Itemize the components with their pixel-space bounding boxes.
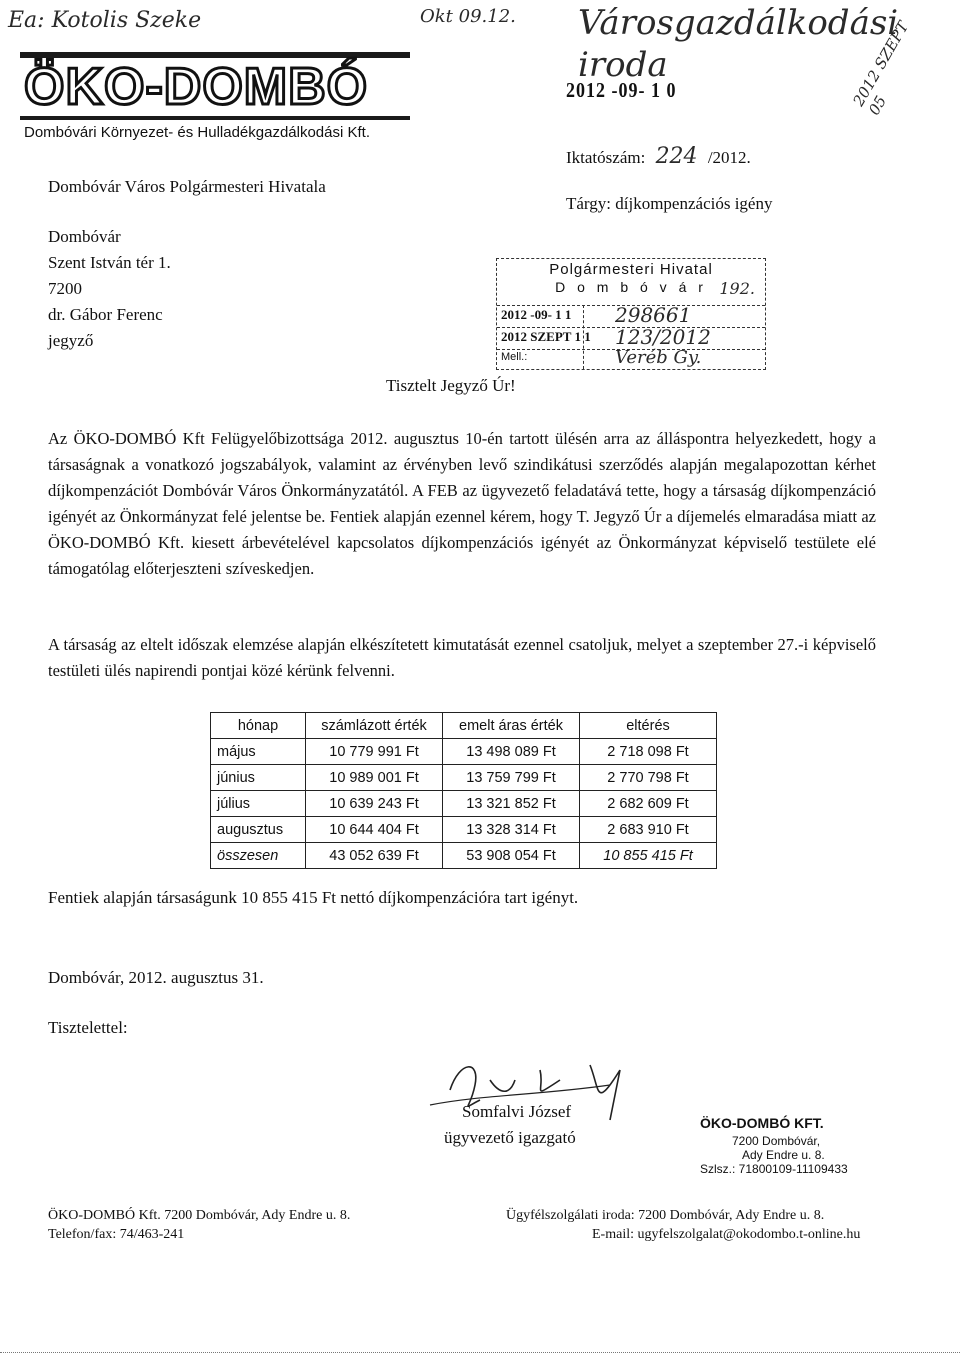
footer-phone: Telefon/fax: 74/463-241 xyxy=(48,1227,185,1242)
company-stamp-account: Szlsz.: 71800109-11109433 xyxy=(700,1162,848,1176)
handwritten-note-top-right: Városgazdálkodási iroda xyxy=(578,3,899,85)
recipient-street: Szent István tér 1. xyxy=(48,253,171,272)
recipient-zip: 7200 xyxy=(48,279,82,298)
company-stamp-city: 7200 Dombóvár, xyxy=(732,1134,821,1148)
table-cell: 2 683 910 Ft xyxy=(580,817,717,843)
footer-service-office: Ügyfélszolgálati iroda: 7200 Dombóvár, Ady Endre u. 8. xyxy=(506,1208,825,1223)
table-cell: 2 718 098 Ft xyxy=(580,739,717,765)
stamp-office: Polgármesteri Hivatal xyxy=(549,261,713,278)
stamp-city: D o m b ó v á r xyxy=(555,279,707,295)
subject-line: Tárgy: díjkompenzációs igény xyxy=(566,194,773,213)
company-logo: ÖKO-DOMBÓ xyxy=(24,58,369,116)
table-header: emelt áras érték xyxy=(443,713,580,739)
place-date: Dombóvár, 2012. augusztus 31. xyxy=(48,968,264,987)
table-cell: 10 855 415 Ft xyxy=(580,843,717,869)
stamp-reg-number: 298661 xyxy=(615,303,692,327)
table-cell: 13 498 089 Ft xyxy=(443,739,580,765)
stamp-date-1: 2012 -09- 1 1 xyxy=(501,307,572,322)
table-cell: 53 908 054 Ft xyxy=(443,843,580,869)
table-header: hónap xyxy=(211,713,306,739)
table-cell-month: május xyxy=(211,739,306,765)
table-cell: 13 321 852 Ft xyxy=(443,791,580,817)
scan-edge-line xyxy=(0,1352,960,1353)
table-row xyxy=(211,817,717,843)
table-cell: 2 770 798 Ft xyxy=(580,765,717,791)
table-cell: 13 328 314 Ft xyxy=(443,817,580,843)
recipient-city: Dombóvár xyxy=(48,227,121,246)
table-cell: 10 989 001 Ft xyxy=(306,765,443,791)
recipient-person: dr. Gábor Ferenc xyxy=(48,305,163,324)
compensation-table xyxy=(210,712,717,869)
table-cell: 10 779 991 Ft xyxy=(306,739,443,765)
company-subtitle: Dombóvári Környezet- és Hulladékgazdálkodási Kft. xyxy=(24,124,371,141)
table-cell: 43 052 639 Ft xyxy=(306,843,443,869)
company-stamp-name: ÖKO-DOMBÓ KFT. xyxy=(700,1115,824,1131)
table-row xyxy=(211,791,717,817)
footer-right xyxy=(506,1206,860,1244)
recipient-title: jegyző xyxy=(48,331,94,350)
handwritten-note-top-center: Okt 09.12. xyxy=(420,6,516,27)
reference-label: Iktatószám: xyxy=(566,148,646,167)
reference-number-handwritten: 224 xyxy=(655,144,698,169)
table-cell-total-label: összesen xyxy=(211,843,306,869)
table-cell: 10 644 404 Ft xyxy=(306,817,443,843)
company-stamp xyxy=(700,1116,920,1176)
table-header: számlázott érték xyxy=(306,713,443,739)
conclusion: Fentiek alapján társaságunk 10 855 415 Ft nettó díjkompenzációra tart igényt. xyxy=(48,888,579,907)
body-paragraph-2: A társaság az eltelt időszak elemzése alapján elkészítetett kimutatását ezennel csatoljuk, melyet a szeptember 27.-i képviselő testületi ülés napirendi pontjai közé kérünk felvenni. xyxy=(48,635,876,680)
footer-company-address: ÖKO-DOMBÓ Kft. 7200 Dombóvár, Ady Endre u. 8. xyxy=(48,1208,351,1223)
table-row xyxy=(211,739,717,765)
registration-stamp xyxy=(496,258,766,370)
stamp-file-number: 123/2012 xyxy=(615,325,711,349)
table-total-row xyxy=(211,843,717,869)
footer-left xyxy=(48,1206,350,1244)
signer-name: Somfalvi József xyxy=(462,1102,572,1121)
logo-bottom-band xyxy=(20,116,410,120)
table-cell-month: augusztus xyxy=(211,817,306,843)
table-cell: 2 682 609 Ft xyxy=(580,791,717,817)
table-cell-month: július xyxy=(211,791,306,817)
stamp-mell-label: Mell.: xyxy=(501,351,528,363)
stamp-handler: Veréb Gy. xyxy=(615,347,702,368)
table-header: eltérés xyxy=(580,713,717,739)
closing: Tisztelettel: xyxy=(48,1018,128,1037)
received-date-stamp: 2012 -09- 1 0 xyxy=(566,77,677,102)
table-header-row xyxy=(211,713,717,739)
reference-year: /2012. xyxy=(707,148,751,167)
stamp-code: 192. xyxy=(719,279,755,298)
signer-role: ügyvezető igazgató xyxy=(444,1128,576,1147)
body-paragraph-1: Az ÖKO-DOMBÓ Kft Felügyelőbizottsága 2012. augusztus 10-én tartott ülésén arra az álláspontra helyezkedett, hogy a társaságnak a vonatkozó jogszabályok, valamint az érvényben levő szindikátusi szerződés alapján megalapozottan kérhet díjkompenzációt Dombóvár Város Önkormányzatától. A FEB az ügyvezető feladatává tette, hogy a társaság díjkompenzáció igényét az Önkormányzat felé jelentse be. Fentiek alapján ezennel kérem, hogy T. Jegyző Úr a díjemelés elmaradása miatt az ÖKO-DOMBÓ Kft. kiesett árbevételével kapcsolatos díjkompenzációs igényét az Önkormányzat képviselő testülete elé támogatólag előterjeszteni szíveskedjen. xyxy=(48,429,876,578)
recipient-office: Dombóvár Város Polgármesteri Hivatala xyxy=(48,177,326,196)
table-row xyxy=(211,765,717,791)
handwritten-corner-stamp: 2012 SZEPT 05 xyxy=(849,18,913,119)
handwritten-note-top-left: Ea: Kotolis Szeke xyxy=(8,8,202,33)
table-cell-month: június xyxy=(211,765,306,791)
table-cell: 10 639 243 Ft xyxy=(306,791,443,817)
salutation: Tisztelt Jegyző Úr! xyxy=(386,376,516,395)
table-cell: 13 759 799 Ft xyxy=(443,765,580,791)
stamp-date-2: 2012 SZEPT 1 1 xyxy=(501,329,591,344)
footer-email: E-mail: ugyfelszolgalat@okodombo.t-online.hu xyxy=(592,1227,861,1242)
company-stamp-street: Ady Endre u. 8. xyxy=(742,1148,825,1162)
reference-number xyxy=(566,144,751,169)
